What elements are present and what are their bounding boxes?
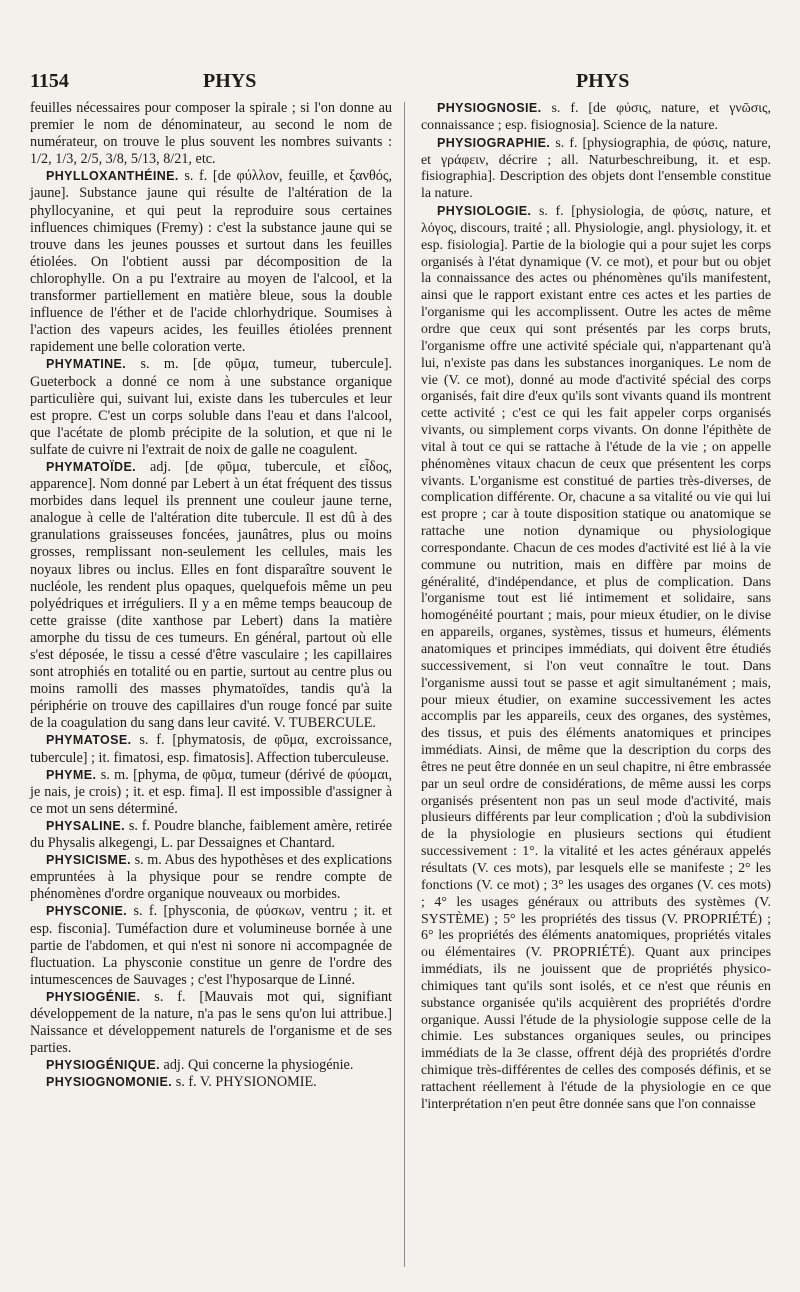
right-column bbox=[421, 100, 771, 1114]
entry-headword: PHYSIOLOGIE. bbox=[437, 204, 532, 219]
dictionary-entry bbox=[30, 767, 392, 818]
dictionary-entry bbox=[30, 852, 392, 903]
left-column bbox=[30, 100, 392, 1091]
entry-headword: PHYSICISME. bbox=[46, 853, 131, 868]
entry-headword: PHYMATOSE. bbox=[46, 733, 132, 748]
entry-headword: PHYSALINE. bbox=[46, 818, 126, 833]
entry-headword: PHYMATINE. bbox=[46, 357, 127, 372]
dictionary-entry bbox=[30, 989, 392, 1057]
entry-definition: s. f. [de φύλλον, feuille, et ξανθός, jaune]. Substance jaune qui résulte de l'altération de la phyllocyanine, et qui peut la reproduire sous certaines influences chimiques (Fremy) : c'est la substance jaune qui se trouve dans les jeunes pousses et surtout dans les feuilles étiolées. On l'obtient aussi par décomposition de la chlorophylle. On a pu l'extraire au moyen de l'alcool, et la transformer partiellement en matière bleue, sous la double influence de l'éther et de l'acide chlorhydrique. Soumises à l'action des vapeurs acides, les feuilles étiolées prennent rapidement une belle coloration verte. bbox=[30, 168, 392, 356]
dictionary-entry bbox=[30, 356, 392, 459]
dictionary-entry bbox=[30, 168, 392, 356]
dictionary-entry bbox=[30, 903, 392, 988]
left-running-head: PHYS bbox=[203, 70, 257, 92]
dictionary-entry bbox=[421, 135, 771, 203]
entry-headword: PHYMATOÏDE. bbox=[46, 459, 137, 474]
entry-headword: PHYLLOXANTHÉINE. bbox=[46, 169, 179, 184]
dictionary-entry bbox=[30, 1057, 392, 1074]
entry-headword: PHYSIOGÉNIQUE. bbox=[46, 1058, 160, 1073]
entry-headword: PHYME. bbox=[46, 767, 97, 782]
entry-definition: feuilles nécessaires pour composer la spirale ; si l'on donne au premier le nom de dénominateur, au second le nom de numérateur, on trouve le plus souvent les nombres suivants : 1/2, 1/3, 2/5, 3/8, 5/13, 8/21, etc. bbox=[30, 100, 392, 168]
entry-definition: s. m. Abus des hypothèses et des explications empruntées à la physique pour se rendre compte de phénomènes d'ordre organique nouveaux ou morbides. bbox=[30, 852, 392, 903]
page-number: 1154 bbox=[30, 70, 69, 92]
entry-definition: s. f. [de φύσις, nature, et γνῶσις, connaissance ; esp. fisiognosia]. Science de la nature. bbox=[421, 101, 771, 133]
entry-definition: s. f. V. PHYSIONOMIE. bbox=[175, 1074, 317, 1091]
dictionary-entry bbox=[421, 100, 771, 135]
dictionary-entry bbox=[30, 732, 392, 766]
dictionary-entry bbox=[30, 100, 392, 168]
entry-definition: adj. [de φῦμα, tubercule, et εἶδος, apparence]. Nom donné par Lebert à un état fréquent des tissus morbides dans lequel ils prennent une couleur jaune terne, analogue à celle de l'altération dite tubercule. Il est dû à des granulations graisseuses foncées, jaunâtres, plus ou moins grosses, remplissant non-seulement les cellules, mais les noyaux libres ou inclus. Elles en font disparaître souvent le nucléole, les rendent plus opaques, quelquefois même un peu polyédriques et irréguliers. Il y a en même temps beaucoup de cette graisse (dite xanthose par Lebert) dans la matière amorphe du tissu de ces tumeurs. En général, partout où elle s'est déposée, le tissu a cessé d'être vasculaire ; les capillaires sont atrophiés en totalité ou en partie, surtout au centre plus ou moins ramolli des masses phymatoïdes, tandis qu'à la périphérie on trouve des capillaires d'un rouge foncé par suite de la coagulation du sang dans leur cavité. V. TUBERCULE. bbox=[30, 458, 392, 732]
right-running-head: PHYS bbox=[576, 70, 630, 92]
entry-definition: s. f. [physconia, de φύσκων, ventru ; it. et esp. fisconia]. Tuméfaction dure et volumineuse bornée à une partie de l'abdomen, et qui n'est ni sonore ni accompagnée de fluctuation. La physconie constitue un genre de l'ordre des intumescences de Sauvages ; c'est l'hyposarque de Linné. bbox=[30, 903, 392, 988]
entry-headword: PHYSIOGRAPHIE. bbox=[437, 135, 551, 150]
entry-definition: s. m. [de φῦμα, tumeur, tubercule]. Gueterbock a donné ce nom à une substance organique particulière qui, suivant lui, existe dans les tubercules et leur est propre. C'est un corps soluble dans l'eau et dans l'alcool, que l'acétate de plomb précipite de la solution, et que ni le sulfate de cuivre ni l'extrait de noix de galle ne coagulent. bbox=[30, 356, 392, 458]
entry-headword: PHYSIOGNOSIE. bbox=[437, 101, 542, 115]
entry-definition: s. f. [Mauvais mot qui, signifiant développement de la nature, n'a pas le sens qu'on lui attribue.] Naissance et développement naturels de l'organisme et de ses parties. bbox=[30, 988, 392, 1057]
entry-definition: s. f. [physiographia, de φύσις, nature, et γράφειν, décrire ; all. Naturbeschreibung, it. et esp. fisiographia]. Description des objets dont l'ensemble constitue la nature. bbox=[421, 135, 771, 202]
entry-definition: s. f. [phymatosis, de φῦμα, excroissance, tubercule] ; it. fimatosi, esp. fimatosis]. Affection tuberculeuse. bbox=[30, 732, 392, 766]
entry-headword: PHYSCONIE. bbox=[46, 904, 128, 919]
entry-definition: s. f. Poudre blanche, faiblement amère, retirée du Physalis alkegengi, L. par Dessaignes et Chantard. bbox=[30, 817, 393, 852]
dictionary-entry bbox=[30, 818, 392, 852]
entry-headword: PHYSIOGÉNIE. bbox=[46, 989, 141, 1004]
entry-definition: s. m. [phyma, de φῦμα, tumeur (dérivé de φύομαι, je nais, je crois) ; it. et esp. fima]. Il est impossible d'assigner à ce mot un sens déterminé. bbox=[30, 766, 393, 817]
entry-definition: s. f. [physiologia, de φύσις, nature, et λόγος, discours, traité ; all. Physiologie, angl. physiology, it. et esp. fisiologia]. Partie de la biologie qui a pour sujet les corps organisés à l'état dynamique (V. ce mot), et pour but ou objet la connaissance des actes ou phénomènes qu'ils manifestent, ainsi que le rapport existant entre ces actes et les parties de l'organisme qui les accomplissent. Outre les actes de même ordre que ceux qui sont présentés par les corps bruts, l'organisme offre une activité spéciale qui, n'appartenant qu'à lui, n'existe pas dans les substances inorganiques. Le nom de vie (V. ce mot), donné au mode d'activité spécial des corps organisés, fait dire d'eux qu'ils sont vivants quand ils montrent cette activité ; c'est ce qui les fait appeler corps organisés vivants, ou simplement corps vivants. On donne l'épithète de vital à tout ce qui se rattache à l'étude de la vie ; on appelle phénomènes vitaux chacun de ceux que présentent les corps vivants. L'organisme est constitué de parties très-diverses, de complication différente. Or, chacune a sa vitalité ou vie qui lui est propre ; car à toute disposition statique ou anatomique se rattache une notion dynamique ou physiologique correspondante. Chacun de ces modes d'activité est lié à la vie commune ou nutrition, mais en diffère par moins de généralité, d'indépendance, et plus de complication. Dans l'organisme tout est lié intimement et solidaire, sans homogénéité pourtant ; mais, pour mieux étudier, on le divise en appareils, organes, systèmes, tissus et humeurs, éléments anatomiques et principes immédiats, qui doivent être étudiés successivement, si l'on veut connaître le tout. Dans l'organisme aussi tout se passe et agit simultanément ; mais, pour mieux étudier, on examine successivement les actes accomplis par les appareils, ceux des organes, des systèmes, des tissus, et puis des éléments anatomiques et principes immédiats. Ainsi, de même que la description du corps des êtres ne peut être donnée en un seul chapitre, ni être embrassée par un seul ordre de considérations, de même aussi les corps organisés présentent non pas un seul mode d'activité, mais plusieurs différents par leur complication ; d'où la subdivision de la physiologie en plusieurs sections qui étudient successivement : 1°. la vitalité et les actes généraux appelés résultats (V. ces mots), par lesquels elle se manifeste ; 2° les fonctions (V. ce mot) ; 3° les usages des organes (V. ces mots) ; 4° les usages généraux ou attributs des systèmes (V. SYSTÈME) ; 5° les propriétés des tissus (V. PROPRIÉTÉ) ; 6° les propriétés des éléments anatomiques, propriétés vitales ou élémentaires (V. PROPRIÉTÉ). Quant aux principes immédiats, ils ne jouissent que de propriétés physico-chimiques tant qu'ils sont isolés, et ce n'est que réunis en substance organisée qu'ils acquièrent des propriétés d'ordre organique. Aussi l'étude de la physiologie suppose celle de la chimie. Les substances organiques seules, ou principes immédiats de la 3e classe, offrent déjà des propriétés d'ordre chimique très-différentes de celles des composés définis, et se rattachent réellement à l'étude de la physiologie en ce que l'interprétation n'en peut être donnée sans que l'on connaisse bbox=[421, 204, 772, 1112]
dictionary-entry bbox=[421, 203, 771, 1114]
dictionary-entry bbox=[30, 459, 392, 733]
column-divider bbox=[404, 102, 405, 1267]
entry-headword: PHYSIOGNOMONIE. bbox=[46, 1075, 173, 1090]
dictionary-entry bbox=[30, 1074, 392, 1091]
entry-definition: adj. Qui concerne la physiogénie. bbox=[163, 1057, 354, 1074]
